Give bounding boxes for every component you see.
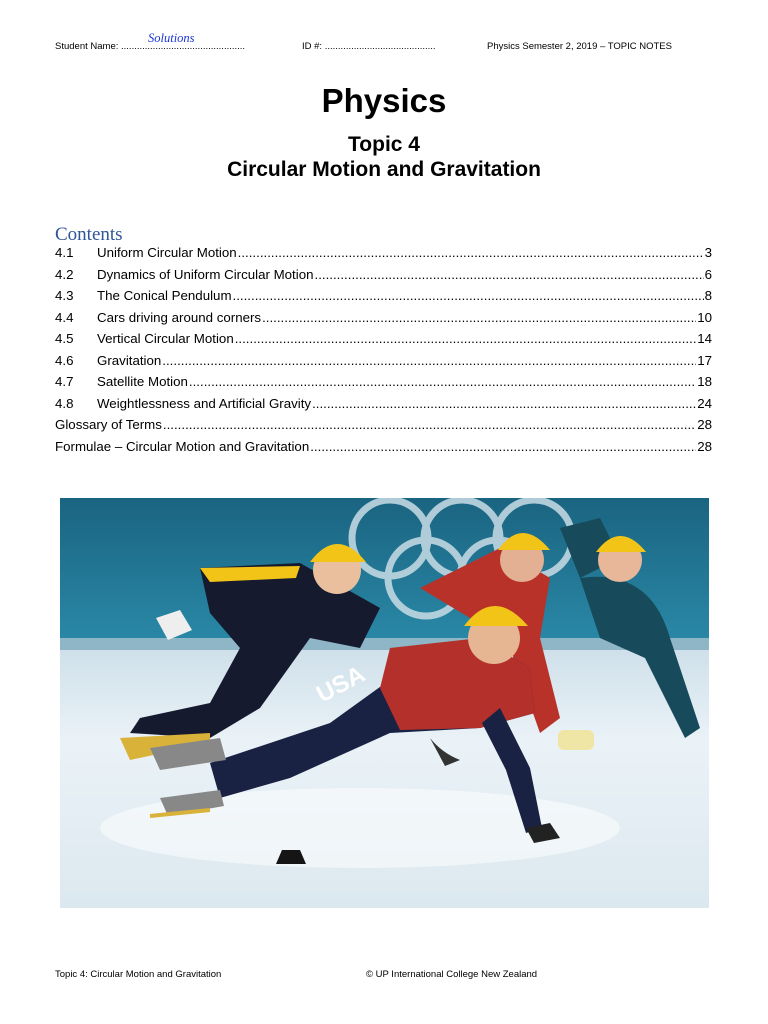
contents-heading: Contents bbox=[55, 224, 123, 245]
toc-page: 8 bbox=[704, 288, 712, 303]
toc-number: 4.6 bbox=[55, 352, 74, 368]
toc-label: Satellite Motion bbox=[97, 374, 188, 389]
toc-page: 14 bbox=[697, 331, 712, 346]
toc-label: Gravitation bbox=[97, 352, 162, 368]
toc-number: 4.1 bbox=[55, 245, 74, 260]
skaters-illustration bbox=[60, 498, 709, 908]
topic-name: Circular Motion and Gravitation bbox=[227, 158, 541, 181]
toc-page: 28 bbox=[697, 438, 712, 454]
student-name-label: Student Name: ............................................... bbox=[55, 41, 246, 52]
toc-leader-dots bbox=[238, 245, 704, 260]
toc-page: 3 bbox=[704, 245, 712, 260]
toc-entry-4-6[interactable] bbox=[55, 353, 712, 375]
page-title: Physics bbox=[321, 82, 447, 119]
toc-leader-dots bbox=[310, 439, 696, 454]
toc-entry-4-7[interactable] bbox=[55, 374, 712, 396]
toc-label: Vertical Circular Motion bbox=[97, 331, 234, 346]
toc-label: Dynamics of Uniform Circular Motion bbox=[97, 266, 314, 282]
toc-page: 6 bbox=[704, 266, 712, 282]
footer-copyright: © UP International College New Zealand bbox=[366, 969, 538, 980]
toc-entry-formulae[interactable] bbox=[55, 439, 712, 461]
toc-entry-4-8[interactable] bbox=[55, 396, 712, 418]
toc-label: Formulae – Circular Motion and Gravitation bbox=[55, 438, 310, 454]
toc-leader-dots bbox=[312, 396, 696, 411]
student-name-value: Solutions bbox=[148, 31, 195, 45]
toc-leader-dots bbox=[163, 417, 696, 432]
toc-label: Uniform Circular Motion bbox=[97, 245, 237, 260]
topic-number: Topic 4 bbox=[348, 133, 420, 156]
toc-label: Glossary of Terms bbox=[55, 417, 162, 432]
toc-page: 28 bbox=[697, 417, 712, 432]
toc-number: 4.7 bbox=[55, 374, 74, 389]
toc-page: 10 bbox=[697, 309, 712, 325]
suit-lettering: USA bbox=[312, 660, 370, 709]
toc-leader-dots bbox=[315, 267, 704, 282]
course-label: Physics Semester 2, 2019 – TOPIC NOTES bbox=[487, 41, 672, 52]
toc-label: Cars driving around corners bbox=[97, 309, 262, 325]
table-of-contents bbox=[55, 245, 712, 460]
toc-number: 4.8 bbox=[55, 395, 74, 411]
toc-entry-4-3[interactable] bbox=[55, 288, 712, 310]
toc-label: Weightlessness and Artificial Gravity bbox=[97, 395, 312, 411]
id-label: ID #: .......................................... bbox=[302, 41, 436, 52]
toc-entry-4-4[interactable] bbox=[55, 310, 712, 332]
toc-label: The Conical Pendulum bbox=[97, 288, 232, 303]
toc-leader-dots bbox=[262, 310, 696, 325]
toc-page: 18 bbox=[697, 374, 712, 389]
toc-entry-glossary[interactable] bbox=[55, 417, 712, 439]
toc-leader-dots bbox=[235, 331, 696, 346]
toc-number: 4.5 bbox=[55, 331, 74, 346]
topic-heading bbox=[0, 132, 768, 182]
toc-entry-4-2[interactable] bbox=[55, 267, 712, 289]
toc-leader-dots bbox=[189, 374, 696, 389]
toc-leader-dots bbox=[233, 288, 704, 303]
toc-entry-4-5[interactable] bbox=[55, 331, 712, 353]
footer-topic: Topic 4: Circular Motion and Gravitation bbox=[55, 969, 222, 980]
toc-page: 24 bbox=[697, 395, 712, 411]
toc-number: 4.4 bbox=[55, 309, 74, 325]
toc-number: 4.2 bbox=[55, 266, 74, 282]
speed-skaters-photo bbox=[60, 498, 709, 908]
toc-entry-4-1[interactable] bbox=[55, 245, 712, 267]
toc-leader-dots bbox=[162, 353, 696, 368]
toc-page: 17 bbox=[697, 352, 712, 368]
toc-number: 4.3 bbox=[55, 288, 74, 303]
